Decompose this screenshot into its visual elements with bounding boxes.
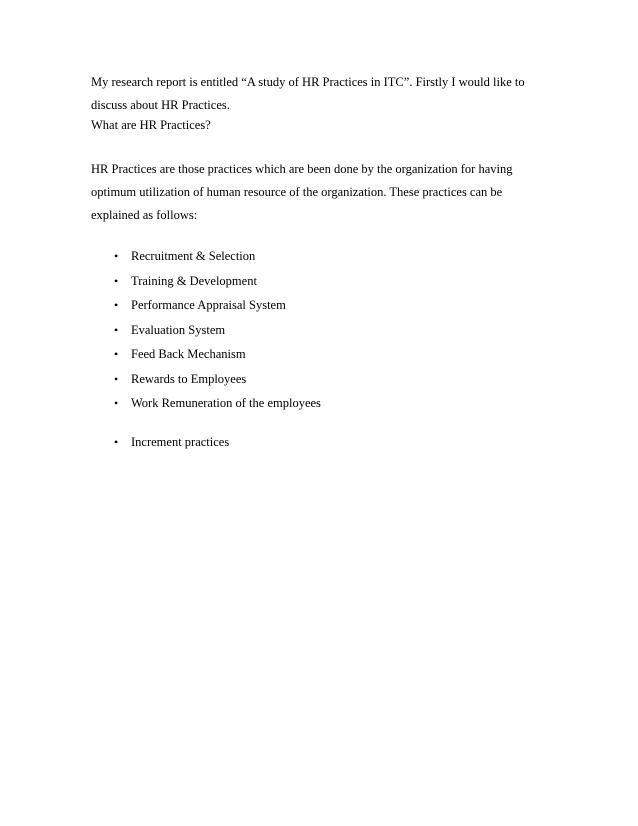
list-item-label: Increment practices: [131, 435, 230, 449]
list-item-label: Performance Appraisal System: [131, 298, 286, 312]
intro-line-1: My research report is entitled “A study of HR Practices in ITC”. Firstly I would like to: [91, 75, 525, 89]
bullet-icon: [114, 395, 131, 411]
bullet-icon: [114, 371, 131, 387]
bullet-icon: [114, 322, 131, 338]
list-item-label: Feed Back Mechanism: [131, 347, 246, 361]
bullet-icon: [114, 273, 131, 289]
list-item-label: Work Remuneration of the employees: [131, 396, 321, 410]
list-item-label: Recruitment & Selection: [131, 249, 256, 263]
list-item: [114, 434, 229, 450]
list-item: [114, 322, 225, 338]
list-item: [114, 371, 246, 387]
section-question: What are HR Practices?: [91, 118, 211, 132]
list-item-label: Evaluation System: [131, 323, 226, 337]
list-item: [114, 297, 286, 313]
list-item: [114, 346, 246, 362]
list-item: [114, 273, 257, 289]
list-item: [114, 248, 255, 264]
definition-line-3: explained as follows:: [91, 208, 198, 222]
list-item: [114, 395, 321, 411]
definition-line-2: optimum utilization of human resource of the organization. These practices can be: [91, 185, 503, 199]
bullet-icon: [114, 346, 131, 362]
bullet-icon: [114, 248, 131, 264]
intro-line-2: discuss about HR Practices.: [91, 98, 230, 112]
bullet-icon: [114, 297, 131, 313]
bullet-icon: [114, 434, 131, 450]
list-item-label: Rewards to Employees: [131, 372, 247, 386]
definition-line-1: HR Practices are those practices which are been done by the organization for having: [91, 162, 513, 176]
list-item-label: Training & Development: [131, 274, 257, 288]
